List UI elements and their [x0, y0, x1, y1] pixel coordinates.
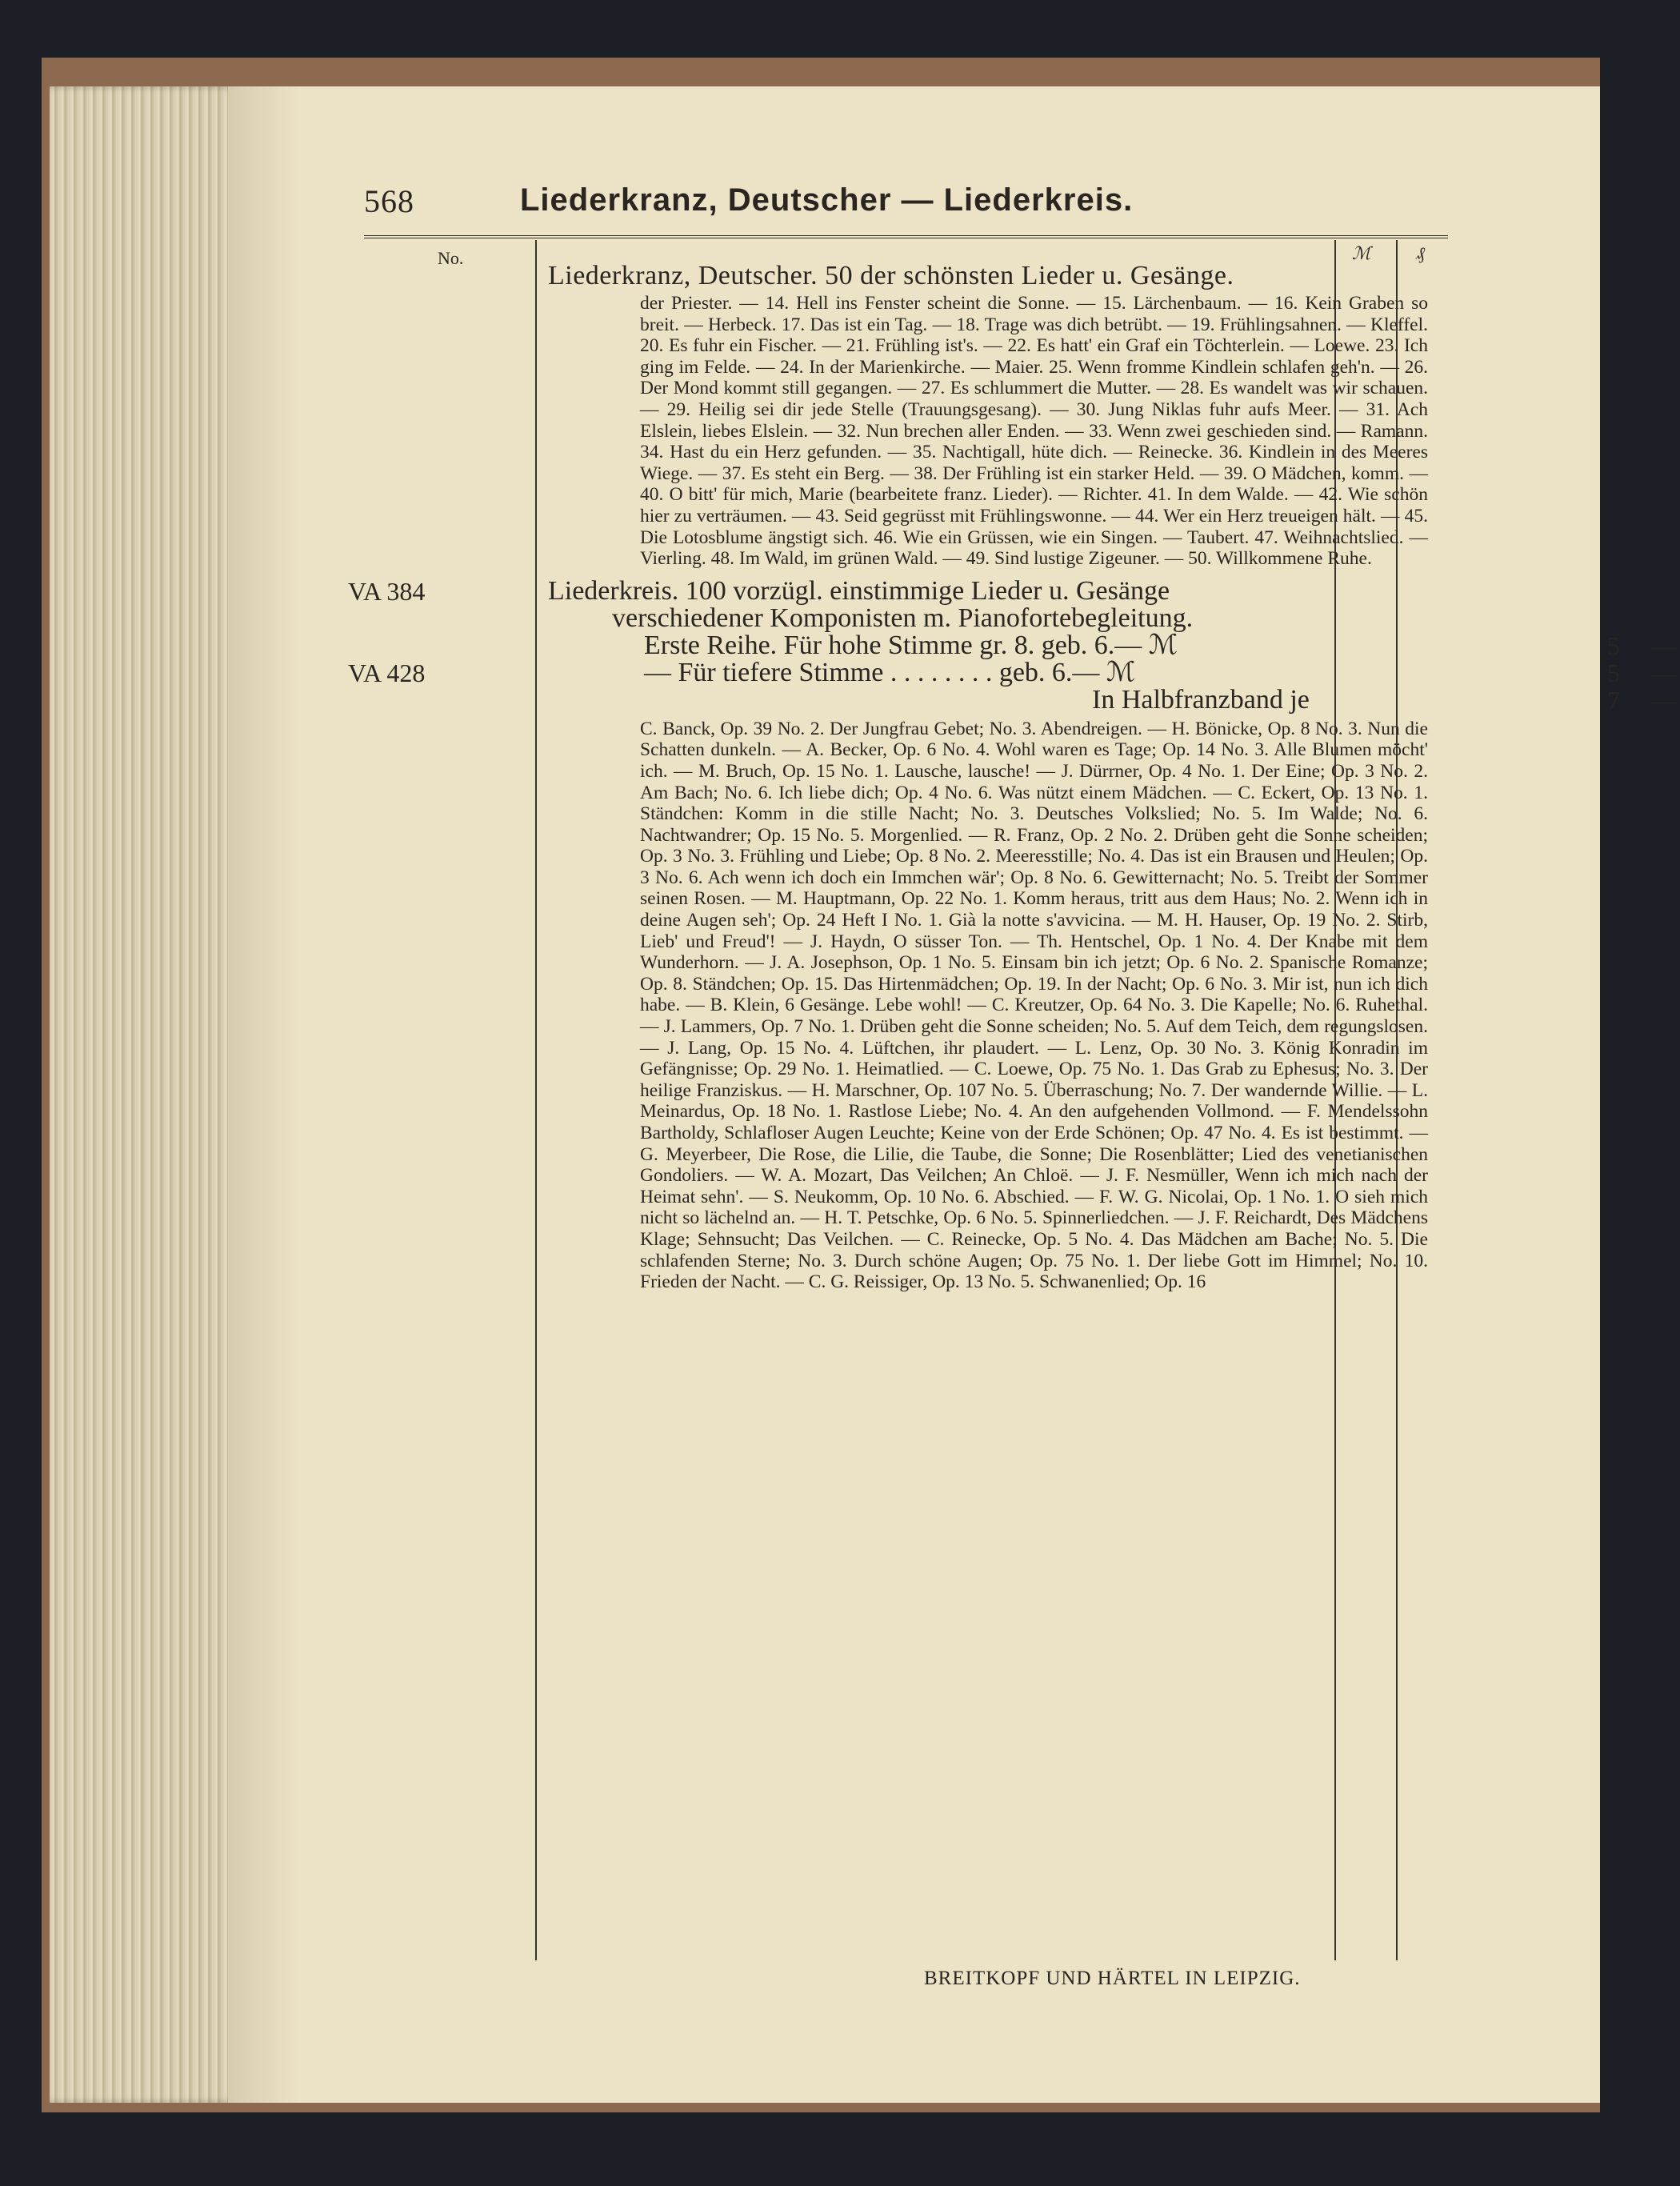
- price-line-low-text: — Für tiefere Stimme . . . . . . . . geb. 6.— ℳ: [644, 657, 1136, 687]
- entry-liederkreis: [348, 575, 1677, 1293]
- liederkreis-title-line: [348, 575, 1554, 606]
- liederkreis-subtitle: verschiedener Komponisten m. Pianofortebegleitung.: [612, 603, 1194, 633]
- no-column-divider: [535, 240, 537, 1960]
- price-mark: 7: [1607, 685, 1620, 715]
- no-column-header: No.: [438, 248, 464, 268]
- catalog-number: VA 428: [348, 658, 426, 687]
- header-rule: [364, 235, 1448, 238]
- price-pf: —: [1651, 631, 1677, 660]
- entry-liederkreis-contents: C. Banck, Op. 39 No. 2. Der Jungfrau Gebet; No. 3. Abendreigen. — H. Bönicke, Op. 8 No. 3. Nun die Schatten dunkeln. — A. Becker, Op. 6 No. 4. Wohl waren es Tage; Op. 14 No. 3. Alle Blumen möcht' ich. — M. Bruch, Op. 15 No. 1. Lausche, lausche! — J. Dürrner, Op. 4 No. 1. Der Eine; Op. 3 No. 2. Am Bach; No. 6. Ich liebe dich; Op. 4 No. 6. Was nützt einem Mädchen. — C. Eckert, Op. 13 No. 1. Ständchen: Komm in die stille Nacht; No. 3. Deutsches Volkslied; No. 5. Im Walde; No. 6. Nachtwandrer; Op. 15 No. 5. Morgenlied. — R. Franz, Op. 2 No. 2. Drüben geht die Sonne scheiden; Op. 3 No. 3. Frühling und Liebe; Op. 8 No. 2. Meeresstille; No. 4. Das ist ein Brausen und Heulen; Op. 3 No. 6. Ach wenn ich doch ein Immchen wär'; Op. 8 No. 6. Gewitternacht; No. 5. Treibt der Sommer seinen Rosen. — M. Hauptmann, Op. 22 No. 1. Komm heraus, tritt aus dem Haus; No. 2. Wenn ich in deine Augen seh'; Op. 24 Heft I No. 1. Già la notte s'avvicina. — M. H. Hauser, Op. 19 No. 2. Stirb, Lieb' und Freud'! — J. Haydn, O süsser Ton. — Th. Hentschel, Op. 1 No. 4. Der Knabe mit dem Wunderhorn. — J. A. Josephson, Op. 1 No. 5. Einsam bin ich jetzt; Op. 6 No. 2. Spanische Romanze; Op. 8. Ständchen; Op. 15. Das Hirtenmädchen; Op. 19. In der Nacht; Op. 6 No. 3. Mir ist, nun ich dich habe. — B. Klein, 6 Gesänge. Lebe wohl! — C. Kreutzer, Op. 64 No. 3. Die Kapelle; No. 6. Ruhethal. — J. Lammers, Op. 7 No. 1. Drüben geht die Sonne scheiden; No. 5. Auf dem Teich, dem regungslosen. — J. Lang, Op. 15 No. 4. Lüftchen, ihr plaudert. — L. Lenz, Op. 30 No. 3. König Konradin im Gefängnisse; Op. 29 No. 1. Heimatlied. — C. Loewe, Op. 75 No. 1. Das Grab zu Ephesus; No. 3. Der heilige Franziskus. — H. Marschner, Op. 107 No. 5. Überraschung; No. 7. Der wandernde Willie. — L. Meinardus, Op. 18 No. 1. Rastlose Liebe; No. 4. An den aufgehenden Vollmond. — F. Mendelssohn Bartholdy, Schlafloser Augen Leuchte; Keine von der Erde Schönen; Op. 47 No. 4. Es ist bestimmt. — G. Meyerbeer, Die Rose, die Lilie, die Taube, die Sonne; Die Rosenblätter; Lied des venetianischen Gondoliers. — W. A. Mozart, Das Veilchen; An Chloë. — J. F. Nesmüller, Wenn ich mich nach der Heimat sehn'. — S. Neukomm, Op. 10 No. 6. Abschied. — F. W. G. Nicolai, Op. 1 No. 1. O sieh mich nicht so lächelnd an. — H. T. Petschke, Op. 6 No. 5. Spinnerliedchen. — J. F. Reichardt, Des Mädchens Klage; Sehnsucht; Das Veilchen. — C. Reinecke, Op. 5 No. 4. Das Mädchen am Bache; No. 5. Die schlafenden Sterne; No. 3. Durch schöne Augen; Op. 75 No. 1. Der liebe Gott im Himmel; No. 10. Frieden der Nacht. — C. G. Reissiger, Op. 13 No. 5. Schwanenlied; Op. 16: [640, 718, 1428, 1293]
- page-edges: [50, 86, 242, 2103]
- entry-liederkranz-title: Liederkranz, Deutscher. 50 der schönsten Lieder u. Gesänge.: [548, 261, 1234, 290]
- price-line-low: [348, 657, 1677, 687]
- price-mark: 5: [1607, 658, 1620, 687]
- mark-column-header: ℳ: [1352, 243, 1371, 263]
- publisher-footer: BREITKOPF UND HÄRTEL IN LEIPZIG.: [924, 1968, 1301, 1989]
- catalog-entries: [348, 261, 1677, 1293]
- catalog-page: [228, 86, 1677, 2103]
- running-head: Liederkranz, Deutscher — Liederkreis.: [520, 182, 1134, 218]
- price-line-high-text: Erste Reihe. Für hohe Stimme gr. 8. geb. 6.— ℳ: [644, 630, 1178, 660]
- price-line-halbfranz: [548, 684, 1677, 715]
- page-number: 568: [364, 183, 414, 219]
- price-mark: 5: [1607, 631, 1620, 660]
- catalog-number: VA 384: [348, 576, 426, 606]
- page-header: [364, 182, 1596, 230]
- pf-column-header: ₰: [1416, 243, 1425, 263]
- price-pf: —: [1651, 685, 1677, 715]
- price-line-high: [548, 630, 1677, 660]
- entry-liederkranz-contents: der Priester. — 14. Hell ins Fenster scheint die Sonne. — 15. Lärchenbaum. — 16. Kein Graben so breit. — Herbeck. 17. Das ist ein Tag. — 18. Trage was dich betrübt. — 19. Frühlingsahnen. — Kleffel. 20. Es fuhr ein Fischer. — 21. Frühling ist's. — 22. Es hatt' ein Graf ein Töchterlein. — Loewe. 23. Ich ging im Felde. — 24. In der Marienkirche. — Maier. 25. Wenn fromme Kindlein schlafen geh'n. — 26. Der Mond kommt still gegangen. — 27. Es schlummert die Mutter. — 28. Es wandelt was wir schauen. — 29. Heilig sei dir jede Stelle (Trauungsgesang). — 30. Jung Niklas fuhr aufs Meer. — 31. Ach Elslein, liebes Elslein. — 32. Nun brechen aller Enden. — 33. Wenn zwei geschieden sind. — Ramann. 34. Hast du ein Herz gefunden. — 35. Nachtigall, hüte dich. — Reinecke. 36. Kindlein in des Meeres Wiege. — 37. Es steht ein Berg. — 38. Der Frühling ist ein starker Held. — 39. O Mädchen, komm. — 40. O bitt' für mich, Marie (bearbeitete franz. Lieder). — Richter. 41. In dem Walde. — 42. Wie schön hier zu verträumen. — 43. Seid gegrüsst mit Frühlingswonne. — 44. Wer ein Herz treueigen hält. — 45. Die Lotosblume ängstigt sich. 46. Wie ein Grüssen, wie ein Singen. — Taubert. 47. Weihnachtslied. — Vierling. 48. Im Wald, im grünen Wald. — 49. Sind lustige Zigeuner. — 50. Willkommene Ruhe.: [640, 293, 1428, 570]
- liederkreis-subtitle-line: [548, 605, 1554, 632]
- price-pf: —: [1651, 658, 1677, 687]
- liederkreis-title: Liederkreis. 100 vorzügl. einstimmige Lieder u. Gesänge: [548, 575, 1170, 606]
- price-line-halbfranz-text: In Halbfranzband je: [1092, 684, 1310, 715]
